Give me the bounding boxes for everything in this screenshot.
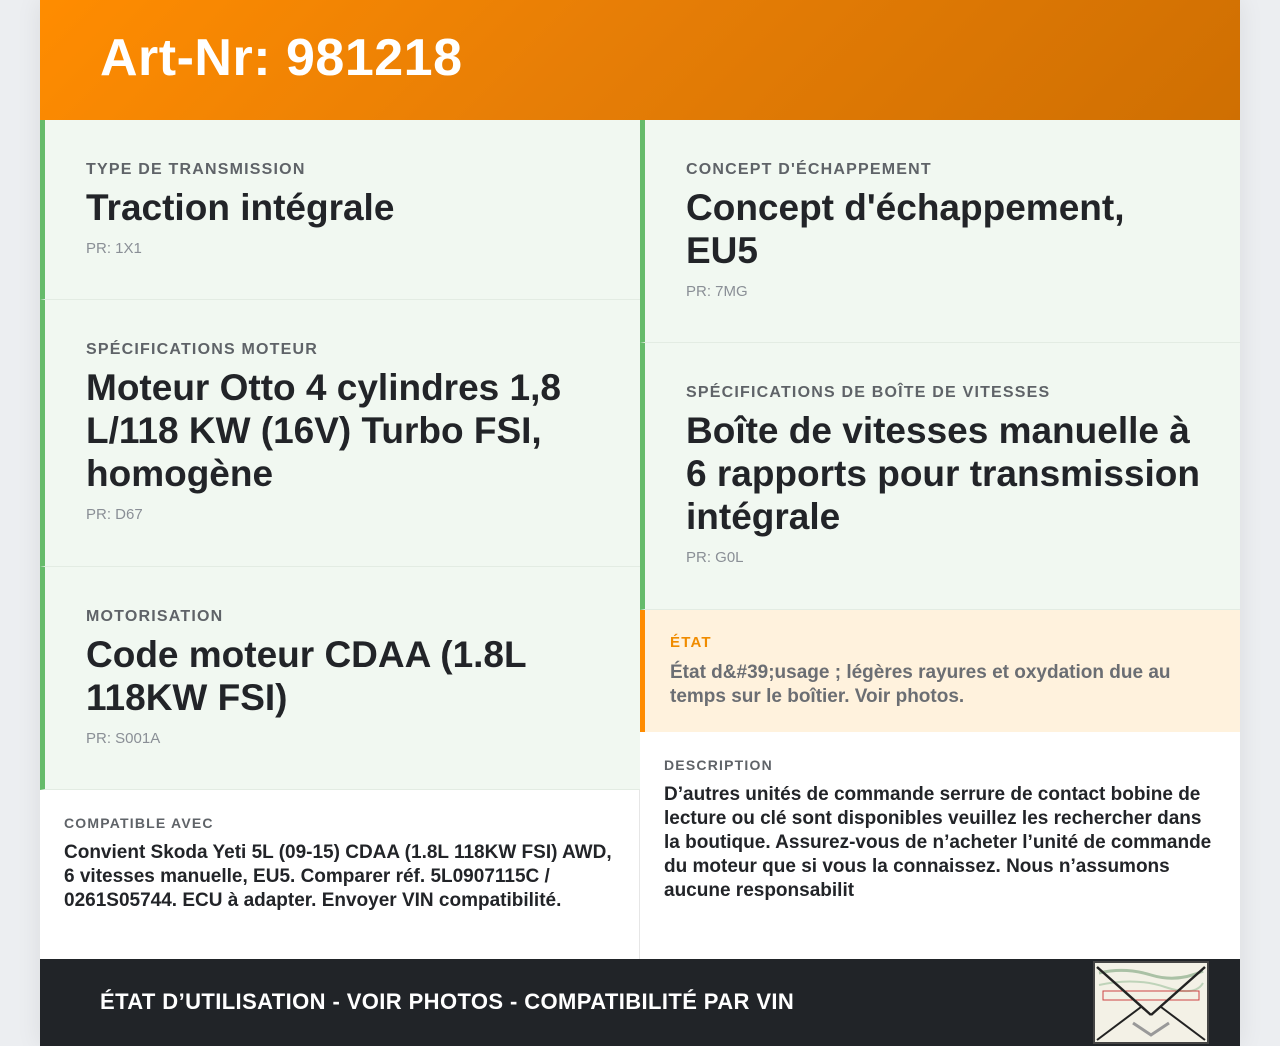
- description-box: [640, 732, 1240, 959]
- condition-text: État d&#39;usage ; légères rayures et oxydation due au temps sur le boîtier. Voir photos.: [670, 662, 1171, 707]
- product-sheet: [40, 0, 1240, 1046]
- condition-box: [640, 610, 1240, 732]
- spec-transmission-type: [40, 120, 640, 300]
- spec-label: TYPE DE TRANSMISSION: [86, 161, 306, 178]
- envelope-stamp-icon: [1093, 961, 1209, 1044]
- spec-value: Concept d'échappement, EU5: [686, 187, 1125, 271]
- compat-text: Convient Skoda Yeti 5L (09-15) CDAA (1.8L 118KW FSI) AWD, 6 vitesses manuelle, EU5. Comparer réf. 5L0907115C / 0261S05744. ECU à adapter. Envoyer VIN compatibilité.: [64, 842, 612, 911]
- spec-label: MOTORISATION: [86, 608, 224, 625]
- article-number-title: Art-Nr: 981218: [100, 29, 463, 87]
- specs-left-column: [40, 120, 640, 959]
- column-divider: [639, 790, 640, 959]
- spec-pr-code: PR: G0L: [686, 549, 744, 566]
- header-bar: [40, 0, 1240, 120]
- spec-pr-code: PR: S001A: [86, 730, 161, 747]
- spec-label: CONCEPT D'ÉCHAPPEMENT: [686, 161, 932, 178]
- spec-value: Traction intégrale: [86, 187, 395, 228]
- spec-pr-code: PR: D67: [86, 506, 143, 523]
- spec-label: SPÉCIFICATIONS MOTEUR: [86, 341, 319, 358]
- spec-pr-code: PR: 7MG: [686, 283, 748, 300]
- spec-motorisation: [40, 567, 640, 790]
- condition-label: ÉTAT: [670, 634, 712, 651]
- spec-value: Moteur Otto 4 cylindres 1,8 L/118 KW (16V) Turbo FSI, homogène: [86, 367, 561, 494]
- spec-value: Code moteur CDAA (1.8L 118KW FSI): [86, 634, 526, 718]
- description-text: D’autres unités de commande serrure de contact bobine de lecture ou clé sont disponibles veuillez les rechercher dans la boutique. Assurez-vous de n’acheter l’unité de commande du moteur que si vous la connaissez. Nous n’assumons aucune responsabilit: [664, 784, 1212, 901]
- footer-banner: ÉTAT D’UTILISATION - VOIR PHOTOS - COMPATIBILITÉ PAR VIN: [100, 989, 795, 1014]
- spec-exhaust: [640, 120, 1240, 343]
- spec-gearbox: [640, 343, 1240, 610]
- description-label: DESCRIPTION: [664, 757, 773, 773]
- compat-label: COMPATIBLE AVEC: [64, 815, 214, 831]
- spec-engine: [40, 300, 640, 567]
- spec-value: Boîte de vitesses manuelle à 6 rapports pour transmission intégrale: [686, 410, 1200, 537]
- specs-right-column: [640, 120, 1240, 959]
- footer-bar: [40, 959, 1240, 1046]
- spec-pr-code: PR: 1X1: [86, 240, 142, 257]
- compatibility-box: [40, 790, 640, 959]
- envelope-icon: [1095, 963, 1207, 1042]
- spec-label: SPÉCIFICATIONS DE BOÎTE DE VITESSES: [686, 384, 1051, 401]
